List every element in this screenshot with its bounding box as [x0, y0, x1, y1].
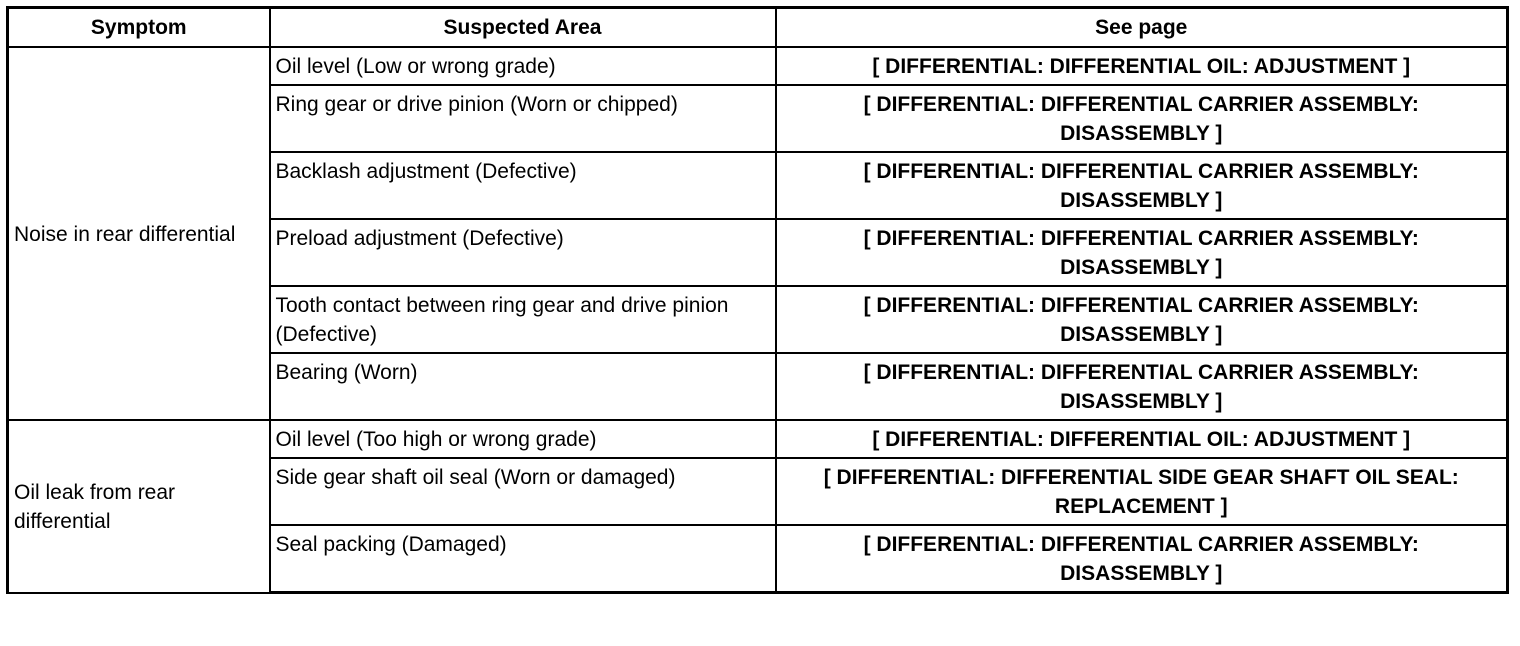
see-page-link[interactable]: [ DIFFERENTIAL: DIFFERENTIAL CARRIER ASSEMBLY: DISASSEMBLY ] — [776, 286, 1508, 353]
column-header-symptom: Symptom — [8, 8, 270, 48]
column-header-see-page: See page — [776, 8, 1508, 48]
table-row — [8, 420, 1508, 458]
suspected-area-cell: Ring gear or drive pinion (Worn or chipped) — [270, 85, 776, 152]
see-page-link[interactable]: [ DIFFERENTIAL: DIFFERENTIAL CARRIER ASSEMBLY: DISASSEMBLY ] — [776, 353, 1508, 420]
suspected-area-cell: Oil level (Too high or wrong grade) — [270, 420, 776, 458]
see-page-link[interactable]: [ DIFFERENTIAL: DIFFERENTIAL OIL: ADJUSTMENT ] — [776, 420, 1508, 458]
see-page-link[interactable]: [ DIFFERENTIAL: DIFFERENTIAL OIL: ADJUSTMENT ] — [776, 47, 1508, 85]
see-page-link[interactable]: [ DIFFERENTIAL: DIFFERENTIAL CARRIER ASSEMBLY: DISASSEMBLY ] — [776, 152, 1508, 219]
see-page-link[interactable]: [ DIFFERENTIAL: DIFFERENTIAL CARRIER ASSEMBLY: DISASSEMBLY ] — [776, 525, 1508, 593]
suspected-area-cell: Side gear shaft oil seal (Worn or damaged) — [270, 458, 776, 525]
table-row — [8, 47, 1508, 85]
suspected-area-cell: Tooth contact between ring gear and drive pinion (Defective) — [270, 286, 776, 353]
suspected-area-cell: Seal packing (Damaged) — [270, 525, 776, 593]
see-page-link[interactable]: [ DIFFERENTIAL: DIFFERENTIAL CARRIER ASSEMBLY: DISASSEMBLY ] — [776, 85, 1508, 152]
column-header-suspected-area: Suspected Area — [270, 8, 776, 48]
symptom-cell: Noise in rear differential — [8, 47, 270, 420]
see-page-link[interactable]: [ DIFFERENTIAL: DIFFERENTIAL CARRIER ASSEMBLY: DISASSEMBLY ] — [776, 219, 1508, 286]
suspected-area-cell: Backlash adjustment (Defective) — [270, 152, 776, 219]
see-page-link[interactable]: [ DIFFERENTIAL: DIFFERENTIAL SIDE GEAR SHAFT OIL SEAL: REPLACEMENT ] — [776, 458, 1508, 525]
suspected-area-cell: Oil level (Low or wrong grade) — [270, 47, 776, 85]
header-row — [8, 8, 1508, 48]
suspected-area-cell: Bearing (Worn) — [270, 353, 776, 420]
symptom-table — [6, 6, 1509, 594]
symptom-cell: Oil leak from rear differential — [8, 420, 270, 593]
suspected-area-cell: Preload adjustment (Defective) — [270, 219, 776, 286]
